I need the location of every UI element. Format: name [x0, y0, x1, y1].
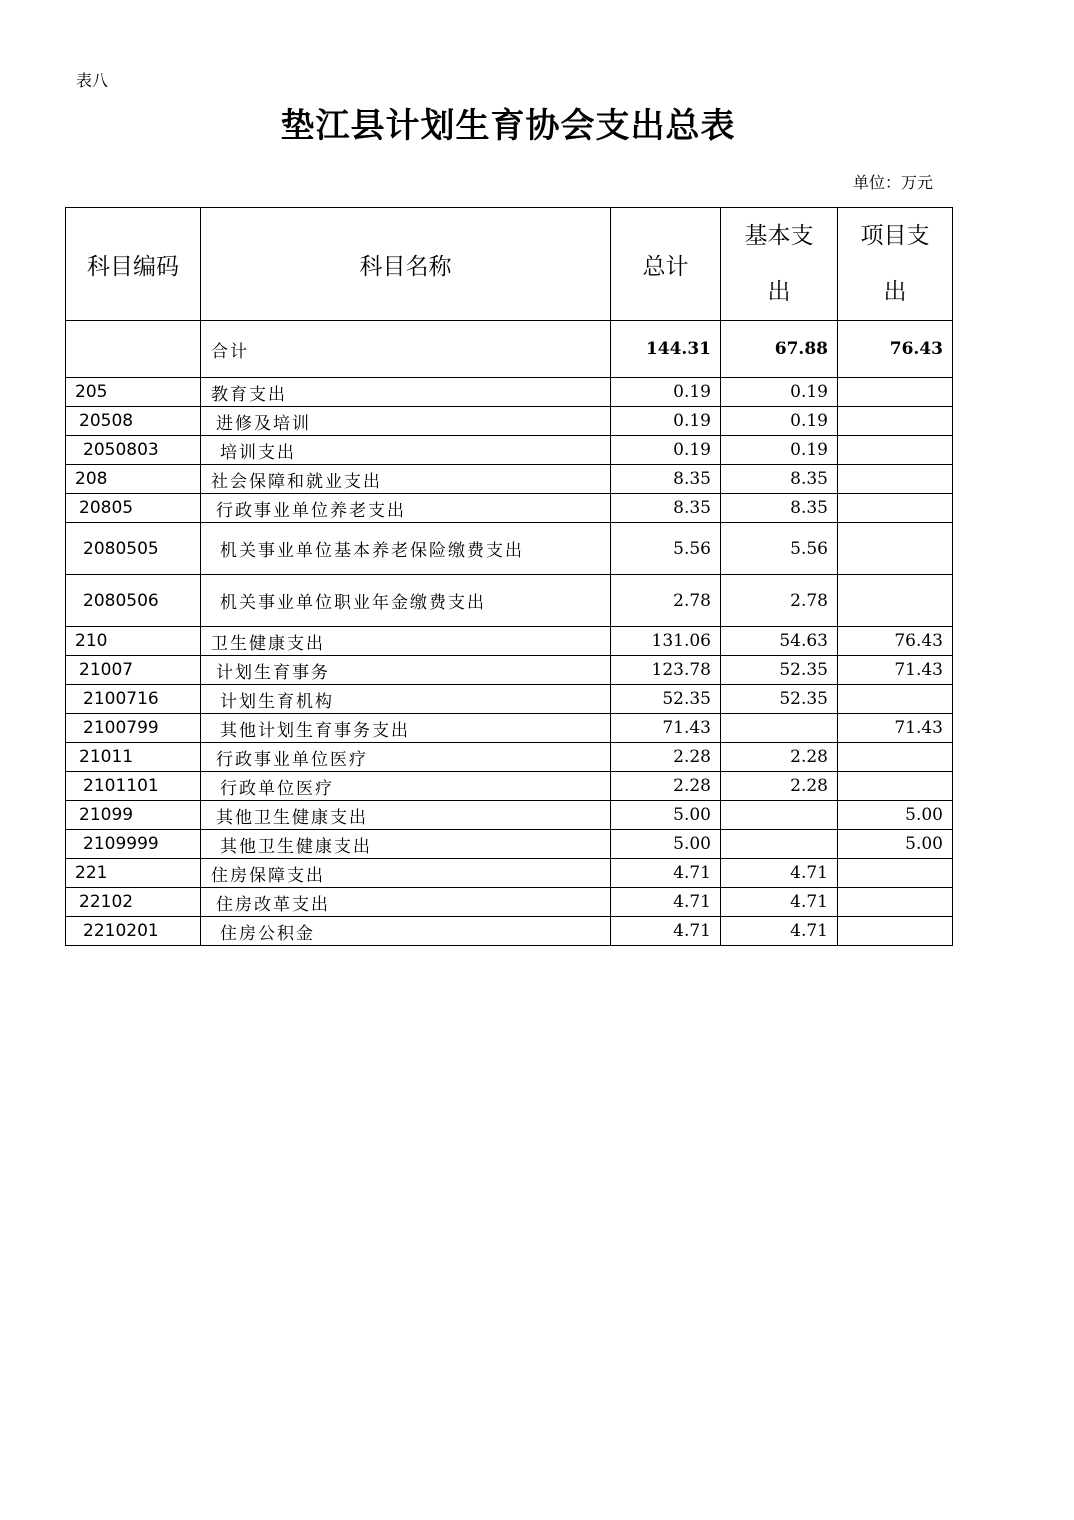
total-cell: 4.71	[611, 888, 721, 917]
unit-label: 单位：万元	[853, 173, 934, 192]
column-header-project-line1: 项目支	[860, 223, 930, 249]
basic-cell: 52.35	[721, 656, 838, 685]
total-code-cell	[66, 321, 201, 378]
total-cell: 4.71	[611, 917, 721, 946]
column-header-project-line2: 出	[883, 279, 907, 305]
project-cell	[838, 888, 953, 917]
project-cell: 71.43	[838, 714, 953, 743]
basic-cell: 5.56	[721, 523, 838, 575]
code-cell: 2109999	[66, 830, 201, 859]
name-cell: 住房改革支出	[201, 888, 611, 917]
project-cell	[838, 772, 953, 801]
project-cell: 71.43	[838, 656, 953, 685]
name-cell: 其他卫生健康支出	[201, 830, 611, 859]
total-cell: 5.00	[611, 830, 721, 859]
total-cell: 2.28	[611, 743, 721, 772]
basic-cell: 0.19	[721, 378, 838, 407]
code-cell: 221	[66, 859, 201, 888]
code-cell: 2210201	[66, 917, 201, 946]
code-cell: 2100799	[66, 714, 201, 743]
total-cell: 123.78	[611, 656, 721, 685]
basic-cell: 52.35	[721, 685, 838, 714]
total-cell: 2.78	[611, 575, 721, 627]
total-row	[66, 321, 953, 378]
basic-cell: 4.71	[721, 859, 838, 888]
name-cell: 机关事业单位基本养老保险缴费支出	[201, 523, 611, 575]
code-cell: 22102	[66, 888, 201, 917]
project-cell: 76.43	[838, 627, 953, 656]
code-cell: 2080506	[66, 575, 201, 627]
table-row	[66, 656, 953, 685]
table-row	[66, 859, 953, 888]
total-cell: 52.35	[611, 685, 721, 714]
table-row	[66, 407, 953, 436]
code-cell: 21011	[66, 743, 201, 772]
table-row	[66, 436, 953, 465]
column-header-name: 科目名称	[201, 208, 611, 321]
code-cell: 205	[66, 378, 201, 407]
table-row	[66, 772, 953, 801]
basic-cell: 54.63	[721, 627, 838, 656]
column-header-project	[838, 208, 953, 321]
total-cell: 5.00	[611, 801, 721, 830]
name-cell: 住房保障支出	[201, 859, 611, 888]
name-cell: 行政事业单位养老支出	[201, 494, 611, 523]
page-title: 垫江县计划生育协会支出总表	[280, 106, 736, 146]
project-cell	[838, 743, 953, 772]
total-cell: 8.35	[611, 494, 721, 523]
basic-cell	[721, 801, 838, 830]
table-row	[66, 714, 953, 743]
basic-cell: 8.35	[721, 494, 838, 523]
total-total-cell: 144.31	[611, 321, 721, 378]
project-cell: 5.00	[838, 801, 953, 830]
name-cell: 卫生健康支出	[201, 627, 611, 656]
name-cell: 其他计划生育事务支出	[201, 714, 611, 743]
project-cell	[838, 494, 953, 523]
table-row	[66, 627, 953, 656]
total-cell: 0.19	[611, 407, 721, 436]
table-row	[66, 830, 953, 859]
column-header-basic-line2: 出	[767, 279, 791, 305]
name-cell: 行政事业单位医疗	[201, 743, 611, 772]
code-cell: 2101101	[66, 772, 201, 801]
code-cell: 2050803	[66, 436, 201, 465]
table-row	[66, 465, 953, 494]
project-cell	[838, 523, 953, 575]
table-row	[66, 743, 953, 772]
name-cell: 教育支出	[201, 378, 611, 407]
code-cell: 21099	[66, 801, 201, 830]
basic-cell: 4.71	[721, 888, 838, 917]
code-cell: 21007	[66, 656, 201, 685]
name-cell: 行政单位医疗	[201, 772, 611, 801]
code-cell: 20805	[66, 494, 201, 523]
name-cell: 进修及培训	[201, 407, 611, 436]
project-cell	[838, 685, 953, 714]
name-cell: 其他卫生健康支出	[201, 801, 611, 830]
basic-cell: 0.19	[721, 407, 838, 436]
column-header-basic	[721, 208, 838, 321]
basic-cell: 2.78	[721, 575, 838, 627]
name-cell: 住房公积金	[201, 917, 611, 946]
code-cell: 210	[66, 627, 201, 656]
basic-cell: 2.28	[721, 743, 838, 772]
project-cell	[838, 917, 953, 946]
expenditure-table	[65, 207, 953, 946]
total-cell: 8.35	[611, 465, 721, 494]
project-cell	[838, 407, 953, 436]
name-cell: 计划生育事务	[201, 656, 611, 685]
project-cell	[838, 436, 953, 465]
basic-cell: 2.28	[721, 772, 838, 801]
total-basic-cell: 67.88	[721, 321, 838, 378]
total-cell: 5.56	[611, 523, 721, 575]
total-cell: 131.06	[611, 627, 721, 656]
code-cell: 2080505	[66, 523, 201, 575]
name-cell: 培训支出	[201, 436, 611, 465]
basic-cell: 4.71	[721, 917, 838, 946]
project-cell	[838, 575, 953, 627]
name-cell: 计划生育机构	[201, 685, 611, 714]
basic-cell	[721, 714, 838, 743]
column-header-basic-line1: 基本支	[744, 223, 814, 249]
column-header-code: 科目编码	[66, 208, 201, 321]
total-cell: 0.19	[611, 378, 721, 407]
table-row	[66, 888, 953, 917]
project-cell	[838, 465, 953, 494]
total-cell: 0.19	[611, 436, 721, 465]
name-cell: 机关事业单位职业年金缴费支出	[201, 575, 611, 627]
project-cell	[838, 859, 953, 888]
column-header-total: 总计	[611, 208, 721, 321]
table-row	[66, 378, 953, 407]
total-project-cell: 76.43	[838, 321, 953, 378]
basic-cell: 8.35	[721, 465, 838, 494]
total-cell: 2.28	[611, 772, 721, 801]
table-header-row	[66, 208, 953, 321]
project-cell	[838, 378, 953, 407]
table-row	[66, 494, 953, 523]
table-row	[66, 917, 953, 946]
total-name-cell: 合计	[201, 321, 611, 378]
table-row	[66, 575, 953, 627]
total-cell: 4.71	[611, 859, 721, 888]
project-cell: 5.00	[838, 830, 953, 859]
table-row	[66, 801, 953, 830]
table-row	[66, 523, 953, 575]
total-cell: 71.43	[611, 714, 721, 743]
code-cell: 20508	[66, 407, 201, 436]
table-number-label: 表八	[76, 71, 109, 90]
code-cell: 208	[66, 465, 201, 494]
table-row	[66, 685, 953, 714]
basic-cell: 0.19	[721, 436, 838, 465]
basic-cell	[721, 830, 838, 859]
code-cell: 2100716	[66, 685, 201, 714]
name-cell: 社会保障和就业支出	[201, 465, 611, 494]
